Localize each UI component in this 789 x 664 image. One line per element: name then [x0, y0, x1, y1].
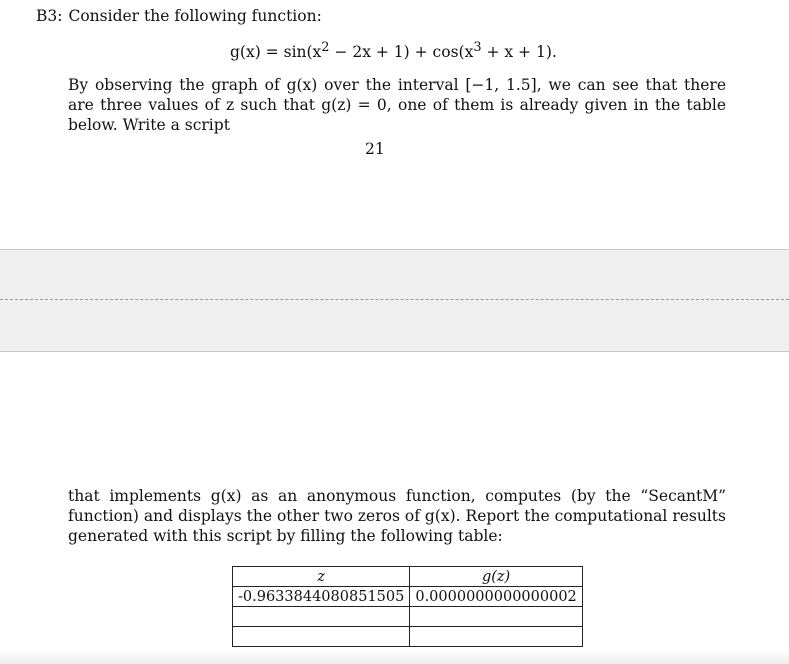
question-heading [36, 7, 322, 25]
formula-lhs: g(x) = [230, 43, 284, 62]
question-intro: Consider the following function: [68, 7, 322, 25]
cell-z[interactable] [233, 627, 410, 647]
page-break-gap [0, 249, 789, 352]
question-label: B3: [36, 7, 63, 25]
header-z: z [233, 567, 410, 587]
cell-gz[interactable] [410, 627, 582, 647]
page-break-line [0, 299, 789, 300]
function-formula [230, 40, 557, 61]
cell-gz: 0.0000000000000002 [410, 587, 582, 607]
table-row [233, 587, 583, 607]
header-gz: g(z) [410, 567, 582, 587]
bottom-edge [0, 651, 789, 664]
formula-sup2: 3 [473, 40, 482, 55]
paragraph-instructions: that implements g(x) as an anonymous function, computes (by the “SecantM” function) and displays the other two zeros of g(x). Report the computational results generated with this script by filling the following table: [68, 487, 726, 545]
formula-part3: + x + 1). [481, 43, 557, 62]
cell-z: -0.9633844080851505 [233, 587, 410, 607]
formula-part2: − 2x + 1) + cos(x [329, 43, 474, 62]
cell-gz[interactable] [410, 607, 582, 627]
formula-sup1: 2 [321, 40, 330, 55]
page-number: 21 [365, 140, 385, 158]
formula-part1: sin(x [283, 43, 322, 62]
paragraph-observe: By observing the graph of g(x) over the interval [−1, 1.5], we can see that there are three values of z such that g(z) = 0, one of them is already given in the table below. Write a script [68, 76, 726, 134]
table-row [233, 627, 583, 647]
page-top [0, 0, 789, 249]
table-header-row [233, 567, 583, 587]
table-row [233, 607, 583, 627]
results-table [232, 566, 583, 647]
cell-z[interactable] [233, 607, 410, 627]
